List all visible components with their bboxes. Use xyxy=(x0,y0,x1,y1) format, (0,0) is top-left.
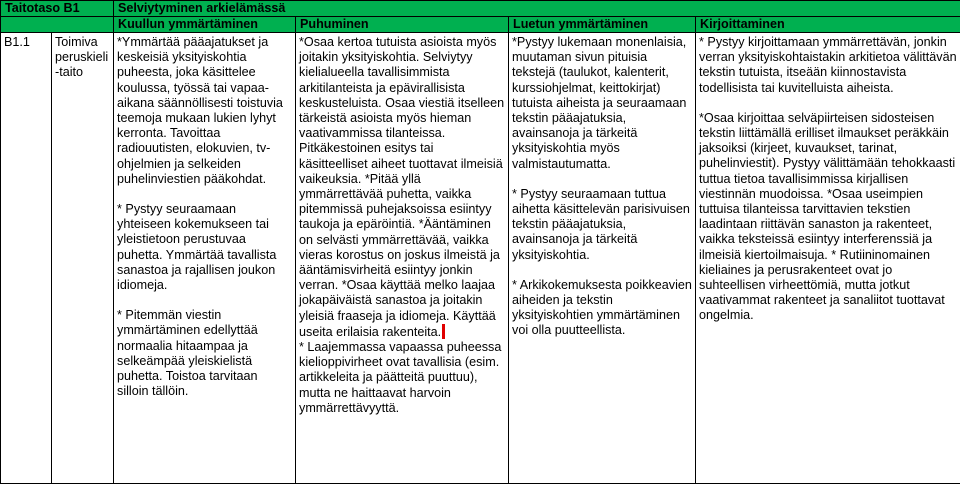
level-code-cell: B1.1 xyxy=(1,33,52,484)
red-cursor-mark xyxy=(442,324,445,339)
speaking-text: *Osaa kertoa tutuista asioista myös joitakin yksityiskohtia. Selviytyy kielialueella tavallisimmista arkitilanteista ja epävirallisista keskusteluista. Osaa viestiä itselleen tärkeistä asioista myös hieman vaativammissa tilanteissa. Pitkäkestoinen esitys tai käsitteelliset aiheet tuottavat ilmeisiä vaikeuksia. *Pitää yllä ymmärrettävää puhetta, vaikka pitemmissä puhejaksoissa esiintyy taukoja ja epäröintiä. *Ääntäminen on selvästi ymmärrettävää, vaikka vieras korostus on joskus ilmeistä ja ääntämisvirheitä esiintyy jonkin verran. *Osaa käyttää melko laajaa jokapäiväistä sanastoa ja joitakin yleisiä fraaseja ja idiomeja. Käyttää useita erilaisia rakenteita. xyxy=(299,35,505,339)
listening-cell xyxy=(114,33,296,484)
column-header-speaking: Puhuminen xyxy=(296,17,509,33)
reading-cell xyxy=(509,33,696,484)
level-name-cell: Toimiva peruskieli -taito xyxy=(52,33,114,484)
header-row-title xyxy=(1,1,960,17)
table-title: Selviytyminen arkielämässä xyxy=(114,1,960,17)
empty-header-cell xyxy=(1,17,114,33)
listening-paragraph: * Pitemmän viestin ymmärtäminen edellyttää normaalia hitaampaa ja selkeämpää yleiskielistä puhetta. Toistoa tarvitaan silloin tällöin. xyxy=(117,308,258,399)
reading-paragraph: * Pystyy seuraamaan tuttua aihetta käsittelevän parisivuisen tekstin pääajatuksia, avainsanoja ja tärkeitä yksityiskohtia. xyxy=(512,186,690,262)
writing-paragraph: * Pystyy kirjoittamaan ymmärrettävän, jonkin verran yksityiskohtaistakin arkitietoa välittävän tekstin tutuista, itseään kiinnostavista todellisista tai kuvitelluista aiheista. xyxy=(699,35,957,95)
column-header-listening: Kuullun ymmärtäminen xyxy=(114,17,296,33)
reading-paragraph: *Pystyy lukemaan monenlaisia, muutaman sivun pituisia tekstejä (taulukot, kalenterit, kurssiohjelmat, keittokirjat) tutuista aiheista ja seuraamaan tekstin pääajatuksia, avainsanoja ja tärkeitä yksityiskohtia myös valmistautumatta. xyxy=(512,35,687,171)
listening-paragraph: *Ymmärtää pääajatukset ja keskeisiä yksityiskohtia puheesta, joka käsittelee koulussa, työssä tai vapaa-aikana säännöllisesti toistuvia teemoja mukaan lukien lyhyt kerronta. Tavoittaa radiouutisten, elokuvien, tv-ohjelmien ja selkeiden puhelinviestien pääkohdat. xyxy=(117,35,283,186)
speaking-cell xyxy=(296,33,509,484)
level-row-b1-1 xyxy=(1,33,960,484)
writing-paragraph: *Osaa kirjoittaa selväpiirteisen sidosteisen tekstin liittämällä erilliset ilmaukset peräkkäin jaksoiksi (kirjeet, kuvaukset, tarinat, puhelinviestit). Pystyy välittämään tehokkaasti tuttua tietoa tavallisimmissa kirjallisen viestinnän muodoissa. *Osaa useimpien tuttuisa tilanteissa tarvittavien tekstien laadintaan riittävän sanaston ja rakenteet, vaikka teksteissä esiintyy interferenssiä ja ilmeisiä kiertoilmaisuja. * Rutiininomainen kieliaines ja perusrakenteet ovat jo suhteellisen virheettömiä, mutta jotkut vaativammat rakenteet ja sanaliitot tuottavat ongelmia. xyxy=(699,110,956,323)
header-row-columns xyxy=(1,17,960,33)
reading-paragraph: * Arkikokemuksesta poikkeavien aiheiden ja tekstin yksityiskohtien ymmärtäminen voi olla puutteellista. xyxy=(512,277,692,338)
listening-paragraph: * Pystyy seuraamaan yhteiseen kokemukseen tai yleistietoon perustuvaa puhetta. Ymmärtää tavallista sanastoa ja rajallisen joukon idiomeja. xyxy=(117,202,277,293)
speaking-text-continued: * Laajemmassa vapaassa puheessa kielioppivirheet ovat tavallisia (esim. artikkeleita ja päätteitä puuttuu), mutta ne haittaavat harvoin ymmärrettävyyttä. xyxy=(299,340,502,415)
level-label: Taitotaso B1 xyxy=(1,1,114,17)
column-header-writing: Kirjoittaminen xyxy=(696,17,960,33)
writing-cell xyxy=(696,33,960,484)
column-header-reading: Luetun ymmärtäminen xyxy=(509,17,696,33)
